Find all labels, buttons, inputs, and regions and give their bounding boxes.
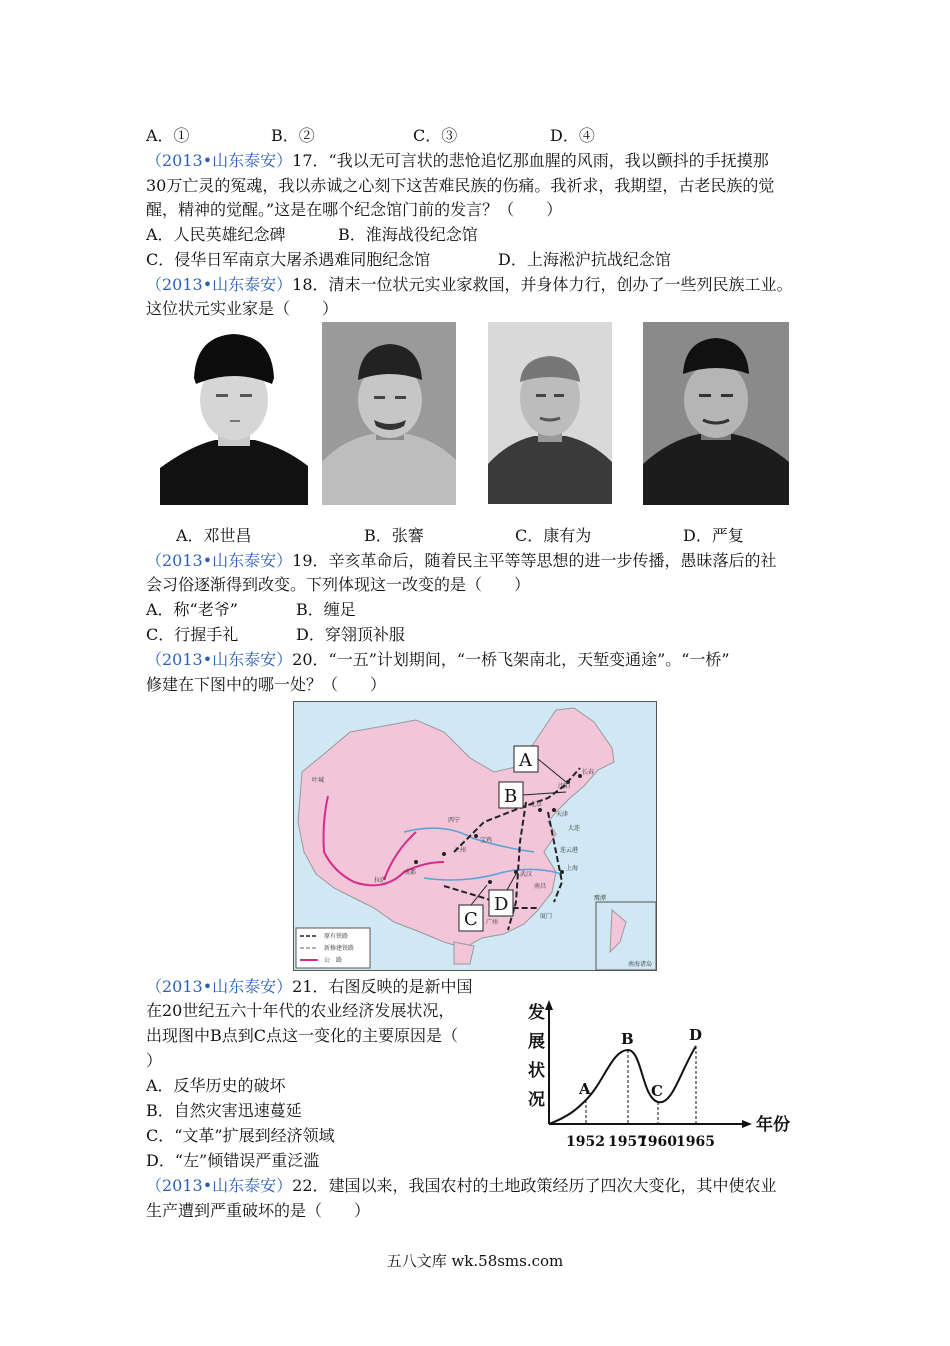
q18-stem-line1: （2013•山东泰安）18．清末一位状元实业家救国，并身体力行，创办了一些列民族工业。 <box>146 275 793 294</box>
q17-option-c: C．侵华日军南京大屠杀遇难同胞纪念馆 <box>146 250 431 269</box>
q21-stem-line4: ） <box>146 1051 163 1070</box>
q21-source: （2013•山东泰安） <box>146 977 293 996</box>
chart-ylabel-char: 展 <box>528 1032 545 1052</box>
map-city-label: 上海 <box>566 865 579 872</box>
q20-stem-line2: 修建在下图中的哪一处？（ ） <box>146 675 387 694</box>
development-chart <box>520 998 802 1154</box>
q19-option-c: C．行握手礼 <box>146 625 239 644</box>
map-city-label: 鹰潭 <box>594 895 607 902</box>
map-legend-road: 公 路 <box>324 957 343 964</box>
q18-stem-line2: 这位状元实业家是（ ） <box>146 299 339 318</box>
chart-x-tick-label: 1957 <box>608 1134 647 1150</box>
q18-option-a: A．邓世昌 <box>176 526 252 545</box>
chart-ylabel-char: 发 <box>528 1003 545 1023</box>
chart-x-tick-label: 1960 <box>638 1134 677 1150</box>
map-legend-new-rail: 新修建铁路 <box>324 945 355 952</box>
map-city-label: 沈阳 <box>558 783 571 790</box>
map-city-label: 连云港 <box>560 847 579 854</box>
map-city-label: 天津 <box>556 811 569 818</box>
chart-point-label: A <box>579 1080 591 1098</box>
chart-curve <box>549 1046 696 1124</box>
q19-stem-line1: （2013•山东泰安）19．辛亥革命后，随着民主平等等思想的进一步传播，愚昧落后的社 <box>146 551 777 570</box>
q17-stem-line3: 醒，精神的觉醒。”这是在哪个纪念馆门前的发言？（ ） <box>146 200 563 219</box>
q21-stem-line3: 出现图中B点到C点这一变化的主要原因是（ <box>146 1026 459 1045</box>
q17-stem-line1: （2013•山东泰安）17．“我以无可言状的悲怆追忆那血腥的风雨，我以颤抖的手抚摸那 <box>146 151 769 170</box>
q22-source: （2013•山东泰安） <box>146 1176 293 1195</box>
q18-source: （2013•山东泰安） <box>146 275 293 294</box>
chart-point-label: B <box>621 1030 634 1048</box>
map-marker-d: D <box>494 894 509 915</box>
q22-stem-line1: （2013•山东泰安）22．建国以来，我国农村的土地政策经历了四次大变化，其中使农业 <box>146 1176 777 1195</box>
portrait-d-image <box>643 322 789 505</box>
q16-option-d: D．④ <box>550 126 595 145</box>
q21-stem-line1: （2013•山东泰安）21．右图反映的是新中国 <box>146 977 473 996</box>
q18-option-d: D．严复 <box>683 526 744 545</box>
q17-source: （2013•山东泰安） <box>146 151 293 170</box>
chart-x-arrow <box>742 1120 752 1128</box>
chart-y-arrow <box>545 1000 553 1010</box>
chart-x-tick-label: 1952 <box>566 1134 605 1150</box>
q19-option-a: A．称“老爷” <box>146 600 238 619</box>
map-marker-b: B <box>504 786 518 807</box>
map-inset-label: 南海诸岛 <box>628 961 653 968</box>
map-city-label: 大连 <box>568 825 581 832</box>
chart-ylabel-char: 况 <box>528 1090 545 1110</box>
map-marker-c: C <box>464 909 478 930</box>
map-city-label: 北京 <box>530 801 543 808</box>
map-city-label: 南昌 <box>534 883 547 890</box>
page-footer: 五八文库 wk.58sms.com <box>386 1252 564 1270</box>
q19-option-b: B．缠足 <box>296 600 356 619</box>
map-city-label: 宝鸡 <box>480 837 493 844</box>
q18-option-b: B．张謇 <box>364 526 424 545</box>
q17-option-b: B．淮海战役纪念馆 <box>338 225 478 244</box>
map-city-label: 叶城 <box>312 777 325 784</box>
q21-stem-line2: 在20世纪五六十年代的农业经济发展状况， <box>146 1001 455 1020</box>
portrait-c-image <box>488 322 612 504</box>
q19-option-d: D．穿翎顶补服 <box>296 625 405 644</box>
q20-stem-line1: （2013•山东泰安）20．“一五”计划期间，“一桥飞架南北，天堑变通途”。“一桥” <box>146 650 730 669</box>
map-city-label: 成都 <box>404 869 417 876</box>
map-city-label: 兰州 <box>454 847 467 854</box>
chart-x-tick-label: 1965 <box>676 1134 715 1150</box>
chart-ylabel-char: 状 <box>528 1061 545 1081</box>
q21-option-b: B．自然灾害迅速蔓延 <box>146 1101 302 1120</box>
q17-option-a: A．人民英雄纪念碑 <box>146 225 286 244</box>
chart-point-label: D <box>689 1026 703 1044</box>
map-city-label: 西宁 <box>448 817 461 824</box>
q22-stem-line2: 生产遭到严重破坏的是（ ） <box>146 1201 371 1220</box>
q16-option-c: C．③ <box>413 126 458 145</box>
chart-point-label: C <box>651 1082 663 1100</box>
map-legend-existing-rail: 原有铁路 <box>324 933 349 940</box>
portrait-a-image <box>160 328 308 505</box>
q19-stem-line2: 会习俗逐渐得到改变。下列体现这一改变的是（ ） <box>146 575 531 594</box>
q21-option-c: C．“文革”扩展到经济领域 <box>146 1126 335 1145</box>
q20-source: （2013•山东泰安） <box>146 650 293 669</box>
map-city-label: 长春 <box>582 769 595 776</box>
map-marker-a: A <box>519 750 532 771</box>
q16-option-b: B．② <box>271 126 315 145</box>
q17-option-d: D．上海淞沪抗战纪念馆 <box>498 250 671 269</box>
q21-option-d: D．“左”倾错误严重泛滥 <box>146 1151 320 1170</box>
map-city-label: 拉萨 <box>374 877 387 884</box>
q16-option-a: A．① <box>146 126 190 145</box>
q19-source: （2013•山东泰安） <box>146 551 293 570</box>
q17-stem-line2: 30万亡灵的冤魂，我以赤诚之心刻下这苦难民族的伤痛。我祈求，我期望，古老民族的觉 <box>146 176 775 195</box>
chart-xlabel: 年份 <box>756 1115 790 1135</box>
map-city-label: 厦门 <box>540 913 553 920</box>
map-city-label: 武汉 <box>520 871 533 878</box>
china-railway-map <box>293 701 657 971</box>
q18-option-c: C．康有为 <box>515 526 592 545</box>
map-city-label: 广州 <box>486 919 499 926</box>
portrait-b-image <box>322 322 456 505</box>
q21-option-a: A．反华历史的破坏 <box>146 1076 286 1095</box>
